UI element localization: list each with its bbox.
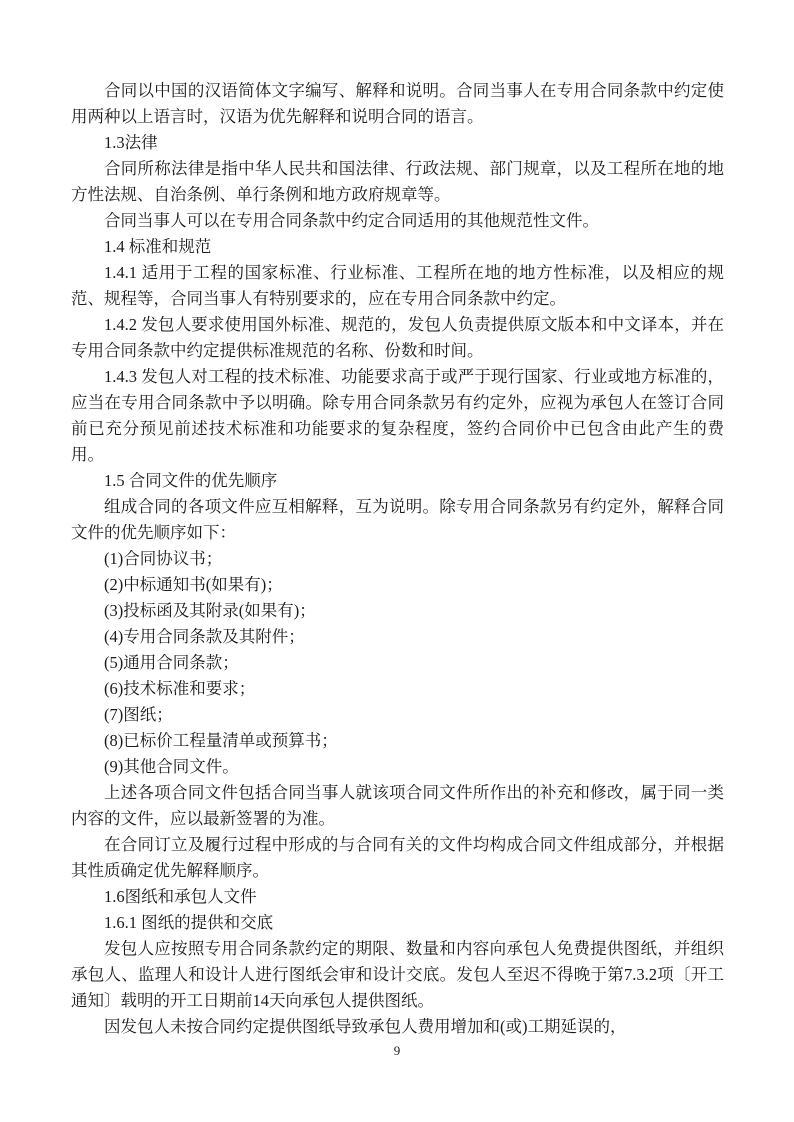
list-item: (9)其他合同文件。: [104, 757, 239, 776]
paragraph: 在合同订立及履行过程中形成的与合同有关的文件均构成合同文件组成部分，并根据其性质确定优先解释顺序。: [71, 835, 724, 880]
clause-heading: 1.5 合同文件的优先顺序: [104, 471, 278, 490]
clause-heading: 1.3法律: [104, 133, 158, 152]
paragraph: 发包人应按照专用合同条款约定的期限、数量和内容向承包人免费提供图纸，并组织承包人、监理人和设计人进行图纸会审和设计交底。发包人至迟不得晚于第7.3.2项〔开工通知〕载明的开工日期前14天向承包人提供图纸。: [71, 939, 724, 1010]
list-item: (8)已标价工程量清单或预算书；: [104, 731, 338, 750]
paragraph: 因发包人未按合同约定提供图纸导致承包人费用增加和(或)工期延误的，: [104, 1017, 627, 1036]
page-number: 9: [393, 1043, 401, 1058]
paragraph: 1.4.2 发包人要求使用国外标准、规范的，发包人负责提供原文版本和中文译本，并在专用合同条款中约定提供标准规范的名称、份数和时间。: [71, 315, 724, 360]
paragraph: 1.4.1 适用于工程的国家标准、行业标准、工程所在地的地方性标准，以及相应的规范、规程等，合同当事人有特别要求的，应在专用合同条款中约定。: [71, 263, 724, 308]
list-item: (4)专用合同条款及其附件；: [104, 627, 305, 646]
list-item: (1)合同协议书；: [104, 549, 223, 568]
list-item: (2)中标通知书(如果有)；: [104, 575, 283, 594]
paragraph: 合同以中国的汉语简体文字编写、解释和说明。合同当事人在专用合同条款中约定使用两种以上语言时，汉语为优先解释和说明合同的语言。: [71, 81, 724, 126]
document-body: [71, 78, 724, 1040]
clause-heading: 1.6.1 图纸的提供和交底: [104, 913, 274, 932]
list-item: (3)投标函及其附录(如果有)；: [104, 601, 316, 620]
list-item: (6)技术标准和要求；: [104, 679, 256, 698]
paragraph: 上述各项合同文件包括合同当事人就该项合同文件所作出的补充和修改，属于同一类内容的文件，应以最新签署的为准。: [71, 783, 724, 828]
paragraph: 合同所称法律是指中华人民共和国法律、行政法规、部门规章，以及工程所在地的地方性法规、自治条例、单行条例和地方政府规章等。: [71, 159, 724, 204]
clause-heading: 1.4 标准和规范: [104, 237, 212, 256]
paragraph: 合同当事人可以在专用合同条款中约定合同适用的其他规范性文件。: [104, 211, 599, 230]
list-item: (5)通用合同条款；: [104, 653, 239, 672]
paragraph: 组成合同的各项文件应互相解释，互为说明。除专用合同条款另有约定外，解释合同文件的优先顺序如下：: [71, 497, 724, 542]
list-item: (7)图纸；: [104, 705, 173, 724]
paragraph: 1.4.3 发包人对工程的技术标准、功能要求高于或严于现行国家、行业或地方标准的，应当在专用合同条款中予以明确。除专用合同条款另有约定外，应视为承包人在签订合同前已充分预见前述技术标准和功能要求的复杂程度，签约合同价中已包含由此产生的费用。: [71, 367, 724, 464]
clause-heading: 1.6图纸和承包人文件: [104, 887, 257, 906]
